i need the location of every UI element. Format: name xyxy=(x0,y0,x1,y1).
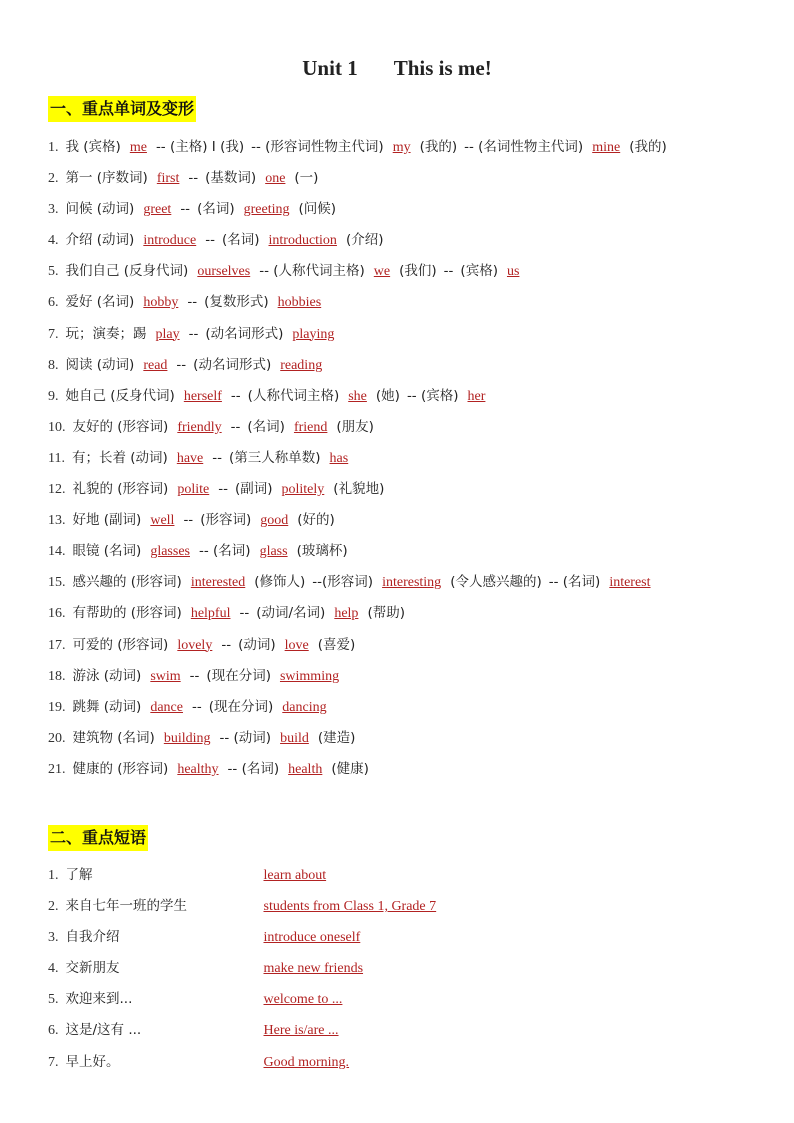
word-item xyxy=(48,598,674,629)
word-prompt: -- (名词性物主代词) xyxy=(464,139,584,155)
answer-word: play xyxy=(155,326,180,342)
answer-word: interest xyxy=(609,575,651,591)
phrase-list xyxy=(48,860,438,1078)
answer-word: polite xyxy=(177,482,210,498)
phrase-english: students from Class 1, Grade 7 xyxy=(263,899,437,915)
item-number: 8. xyxy=(48,357,59,373)
answer-word: dancing xyxy=(282,699,327,715)
section-heading-phrases: 二、重点短语 xyxy=(48,825,148,851)
word-prompt: (修饰人) xyxy=(254,574,306,591)
word-prompt: -- (名词) xyxy=(199,543,251,560)
unit-name: This is me! xyxy=(393,56,492,80)
word-prompt: (动词) xyxy=(238,636,276,653)
word-prompt: 问候 (动词) xyxy=(65,201,135,218)
word-item xyxy=(48,350,674,381)
answer-word: friendly xyxy=(177,419,222,435)
word-prompt: 礼貌的 (形容词) xyxy=(72,481,169,498)
word-prompt: -- xyxy=(189,667,200,684)
item-number: 15. xyxy=(48,575,66,591)
phrase-item xyxy=(48,860,438,891)
word-prompt: -- xyxy=(212,449,222,466)
word-prompt: -- xyxy=(230,418,241,435)
answer-word: reading xyxy=(280,357,323,373)
item-number: 13. xyxy=(48,513,66,529)
item-number: 5. xyxy=(48,992,59,1008)
item-number: 17. xyxy=(48,637,66,653)
item-number: 6. xyxy=(48,295,59,311)
word-prompt: (现在分词) xyxy=(208,698,274,715)
answer-word: lovely xyxy=(177,637,213,653)
word-prompt: -- (名词) xyxy=(227,760,280,777)
word-item xyxy=(48,256,674,287)
answer-word: mine xyxy=(592,140,621,155)
item-number: 11. xyxy=(48,450,65,466)
answer-word: has xyxy=(329,450,349,466)
word-prompt: (令人感兴趣的) xyxy=(450,574,542,591)
word-item xyxy=(48,132,674,163)
word-prompt: (礼貌地) xyxy=(333,481,385,498)
word-prompt: (玻璃杯) xyxy=(296,543,348,560)
word-item xyxy=(48,536,674,567)
answer-word: good xyxy=(260,513,289,529)
phrase-item xyxy=(48,953,438,984)
word-prompt: (宾格) xyxy=(460,263,498,280)
word-prompt: 玩；演奏；踢 xyxy=(65,325,147,342)
word-prompt: 可爱的 (形容词) xyxy=(72,636,169,653)
answer-word: build xyxy=(280,730,309,746)
word-prompt: --(形容词) xyxy=(312,574,374,591)
word-prompt: -- (形容词性物主代词) xyxy=(251,139,384,155)
word-prompt: (动名词形式) xyxy=(205,325,284,342)
answer-word: swim xyxy=(150,668,181,684)
word-prompt: (动名词形式) xyxy=(193,356,272,373)
item-number: 5. xyxy=(48,264,59,280)
word-prompt: 我 (宾格) xyxy=(65,139,121,155)
word-prompt: 健康的 (形容词) xyxy=(72,760,169,777)
answer-word: greet xyxy=(143,202,172,218)
word-prompt: -- xyxy=(230,387,241,404)
item-number: 1. xyxy=(48,868,59,883)
word-prompt: (人称代词主格) xyxy=(247,387,340,404)
word-prompt: (现在分词) xyxy=(206,667,271,684)
word-prompt: 感兴趣的 (形容词) xyxy=(72,574,182,591)
word-prompt: -- xyxy=(176,356,187,373)
phrase-item xyxy=(48,1047,438,1078)
phrase-item xyxy=(48,1015,438,1046)
word-prompt: 有帮助的 (形容词) xyxy=(72,605,182,622)
answer-word: glass xyxy=(259,544,288,560)
word-prompt: 游泳 (动词) xyxy=(72,667,142,684)
item-number: 14. xyxy=(48,544,66,560)
word-prompt: (一) xyxy=(294,170,319,187)
word-item xyxy=(48,319,674,350)
word-list xyxy=(48,132,674,785)
answer-word: well xyxy=(150,513,175,529)
item-number: 4. xyxy=(48,233,59,249)
word-prompt: 友好的 (形容词) xyxy=(72,418,169,435)
item-number: 3. xyxy=(48,930,59,946)
item-number: 20. xyxy=(48,730,66,746)
item-number: 19. xyxy=(48,699,66,715)
phrase-chinese: 这是/这有 ... xyxy=(65,1022,142,1039)
answer-word: dance xyxy=(150,699,183,715)
word-prompt: 她自己 (反身代词) xyxy=(65,387,175,404)
answer-word: hobby xyxy=(143,295,179,311)
word-prompt: (帮助) xyxy=(367,605,405,622)
item-number: 7. xyxy=(48,326,59,342)
item-number: 16. xyxy=(48,606,66,622)
word-prompt: 爱好 (名词) xyxy=(65,294,135,311)
answer-word: health xyxy=(288,761,323,777)
answer-word: hobbies xyxy=(277,295,322,311)
word-item xyxy=(48,754,674,785)
word-item xyxy=(48,630,674,661)
answer-word: introduction xyxy=(268,233,337,249)
phrase-english: learn about xyxy=(263,868,327,883)
phrase-item xyxy=(48,891,438,922)
answer-word: helpful xyxy=(190,606,231,622)
word-prompt: (健康) xyxy=(331,760,369,777)
page-title xyxy=(0,56,794,81)
phrase-chinese: 了解 xyxy=(65,867,93,883)
word-prompt: -- (宾格) xyxy=(406,387,459,404)
word-prompt: 跳舞 (动词) xyxy=(72,698,142,715)
item-number: 18. xyxy=(48,668,66,684)
phrase-item xyxy=(48,922,438,953)
word-item xyxy=(48,163,674,194)
word-prompt: (她) xyxy=(375,387,400,404)
word-prompt: (好的) xyxy=(297,512,335,529)
word-prompt: (名词) xyxy=(197,201,235,218)
word-prompt: (我的) xyxy=(629,139,667,155)
word-item xyxy=(48,505,674,536)
word-prompt: (副词) xyxy=(234,481,273,498)
word-prompt: 建筑物 (名词) xyxy=(72,729,155,746)
answer-word: politely xyxy=(281,482,325,498)
word-prompt: -- xyxy=(183,512,194,529)
section-heading-words: 一、重点单词及变形 xyxy=(48,96,196,122)
answer-word: playing xyxy=(292,326,335,342)
item-number: 7. xyxy=(48,1054,59,1070)
phrase-item xyxy=(48,984,438,1015)
word-prompt: (名词) xyxy=(247,418,285,435)
word-item xyxy=(48,381,674,412)
answer-word: first xyxy=(156,171,180,187)
phrase-chinese: 交新朋友 xyxy=(65,960,120,977)
answer-word: we xyxy=(373,264,391,280)
word-prompt: (建造) xyxy=(317,729,356,746)
phrase-english: Here is/are ... xyxy=(263,1023,339,1039)
answer-word: herself xyxy=(183,388,222,404)
word-prompt: -- xyxy=(443,263,454,280)
word-prompt: -- xyxy=(205,232,215,249)
phrase-chinese: 来自七年一班的学生 xyxy=(65,898,187,915)
word-prompt: (介绍) xyxy=(345,232,384,249)
word-prompt: -- xyxy=(218,481,228,498)
word-prompt: (朋友) xyxy=(336,418,374,435)
answer-word: us xyxy=(506,264,520,280)
word-item xyxy=(48,194,674,225)
word-prompt: -- xyxy=(180,201,191,218)
answer-word: me xyxy=(129,140,147,155)
item-number: 1. xyxy=(48,140,59,155)
word-prompt: -- (主格) I (我) xyxy=(155,139,245,155)
word-prompt: 有；长着 (动词) xyxy=(71,449,168,466)
word-prompt: -- (动词) xyxy=(219,729,272,746)
word-prompt: 第一 (序数词) xyxy=(65,170,148,187)
word-item xyxy=(48,474,674,505)
answer-word: have xyxy=(176,450,204,466)
word-prompt: (我们) xyxy=(399,263,437,280)
answer-word: friend xyxy=(293,419,328,435)
word-prompt: (复数形式) xyxy=(204,294,269,311)
word-prompt: (基数词) xyxy=(205,170,257,187)
item-number: 10. xyxy=(48,419,66,435)
answer-word: one xyxy=(265,171,286,187)
unit-label: Unit 1 xyxy=(302,56,358,80)
answer-word: help xyxy=(334,606,359,622)
answer-word: glasses xyxy=(150,544,190,560)
phrase-english: introduce oneself xyxy=(263,930,361,946)
phrase-english: Good morning. xyxy=(263,1054,350,1070)
word-prompt: -- xyxy=(188,325,199,342)
item-number: 2. xyxy=(48,171,59,187)
answer-word: greeting xyxy=(243,202,290,218)
answer-word: building xyxy=(163,730,211,746)
word-prompt: -- xyxy=(239,605,250,622)
word-item xyxy=(48,567,674,598)
answer-word: swimming xyxy=(279,668,340,684)
phrase-chinese: 自我介绍 xyxy=(65,929,120,946)
item-number: 12. xyxy=(48,482,66,498)
word-prompt: 眼镜 (名词) xyxy=(72,543,142,560)
word-item xyxy=(48,661,674,692)
answer-word: my xyxy=(392,140,411,155)
phrase-english: welcome to ... xyxy=(263,992,343,1008)
phrase-chinese: 欢迎来到... xyxy=(65,991,133,1008)
item-number: 2. xyxy=(48,899,59,915)
answer-word: she xyxy=(348,388,367,404)
answer-word: love xyxy=(284,637,309,653)
word-prompt: -- xyxy=(221,636,232,653)
answer-word: interested xyxy=(190,575,246,591)
answer-word: ourselves xyxy=(197,264,251,280)
word-prompt: -- (人称代词主格) xyxy=(259,263,365,280)
answer-word: read xyxy=(143,357,168,373)
word-prompt: (名词) xyxy=(221,232,260,249)
answer-word: introduce xyxy=(143,233,197,249)
word-prompt: 阅读 (动词) xyxy=(65,356,135,373)
item-number: 4. xyxy=(48,961,59,977)
word-item xyxy=(48,225,674,256)
word-prompt: (动词/名词) xyxy=(256,605,326,622)
phrase-chinese: 早上好。 xyxy=(65,1053,120,1070)
answer-word: healthy xyxy=(177,761,219,777)
item-number: 21. xyxy=(48,761,66,777)
word-prompt: -- xyxy=(191,698,202,715)
word-prompt: (形容词) xyxy=(200,512,252,529)
word-prompt: (我的) xyxy=(419,139,458,155)
word-item xyxy=(48,723,674,754)
answer-word: her xyxy=(467,388,486,404)
item-number: 9. xyxy=(48,388,59,404)
word-prompt: -- (名词) xyxy=(548,574,601,591)
word-prompt: (问候) xyxy=(298,201,337,218)
word-prompt: 介绍 (动词) xyxy=(65,232,135,249)
answer-word: interesting xyxy=(382,575,442,591)
word-item xyxy=(48,287,674,318)
word-item xyxy=(48,412,674,443)
word-prompt: 好地 (副词) xyxy=(72,512,142,529)
word-prompt: (喜爱) xyxy=(317,636,356,653)
word-prompt: 我们自己 (反身代词) xyxy=(65,263,189,280)
word-item xyxy=(48,692,674,723)
item-number: 3. xyxy=(48,202,59,218)
word-prompt: -- xyxy=(187,294,198,311)
phrase-english: make new friends xyxy=(263,961,364,977)
word-prompt: (第三人称单数) xyxy=(229,449,321,466)
item-number: 6. xyxy=(48,1023,59,1039)
word-prompt: -- xyxy=(188,170,199,187)
word-item xyxy=(48,443,674,474)
